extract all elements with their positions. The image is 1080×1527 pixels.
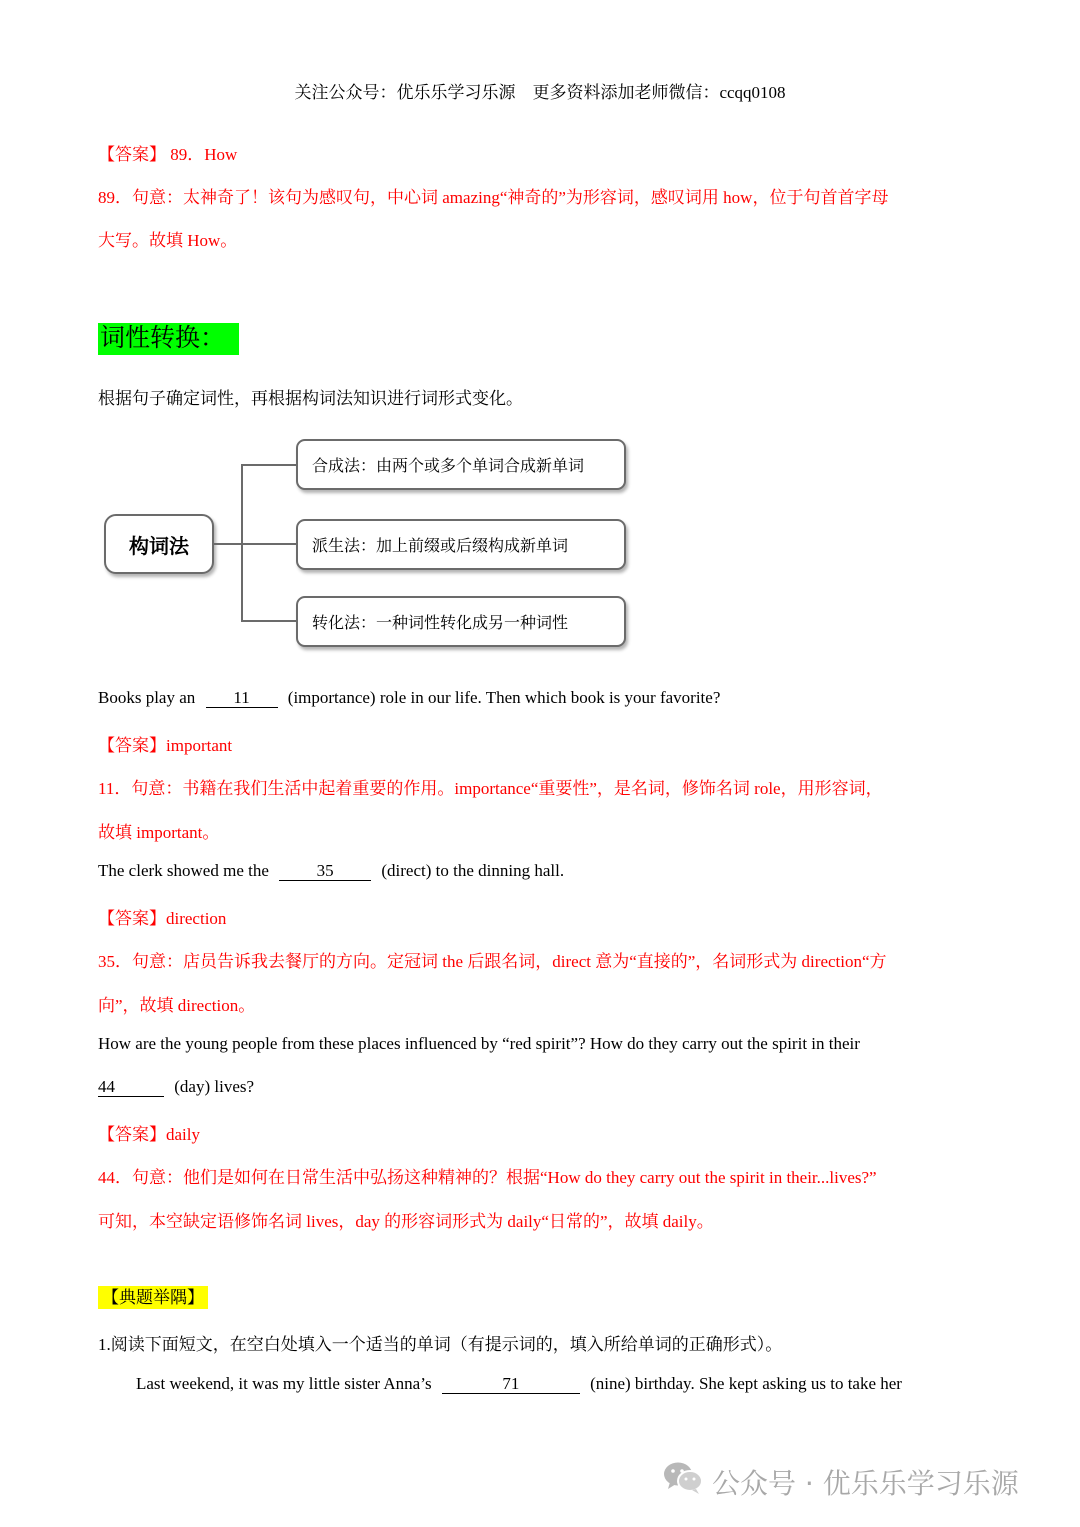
q44-post: (day) lives? (174, 1077, 255, 1096)
question-44-line2 (98, 1077, 254, 1097)
section-intro: 根据句子确定词性，再根据构词法知识进行词形式变化。 (98, 389, 523, 408)
explanation-44-line1: 44．句意：他们是如何在日常生活中弘扬这种精神的？根据“How do they carry out the spirit in their...lives?” (98, 1168, 877, 1187)
connector-root (214, 543, 242, 545)
explanation-35-line2: 向”，故填 direction。 (98, 996, 256, 1015)
connector-branch-2 (241, 543, 297, 545)
q11-blank: 11 (206, 689, 278, 708)
q11-pre: Books play an (98, 688, 196, 707)
branch-label-2: 派生法：加上前缀或后缀构成新单词 (312, 538, 569, 555)
answer-11: 【答案】important (98, 736, 233, 755)
example-passage-line1 (136, 1374, 902, 1394)
diagram-branch-conversion (296, 596, 626, 647)
q35-blank: 35 (279, 862, 371, 881)
answer-44: 【答案】daily (98, 1125, 200, 1144)
example-blank-71: 71 (442, 1375, 580, 1394)
q44-blank: 44 (98, 1078, 164, 1097)
example-pre: Last weekend, it was my little sister Anna’s (136, 1374, 432, 1393)
explanation-11-line2: 故填 important。 (98, 823, 220, 842)
section-heading-text: 词性转换： (98, 323, 239, 355)
wechat-icon (662, 1459, 704, 1495)
example-tag-text: 【典题举隅】 (98, 1286, 208, 1309)
connector-branch-3 (241, 620, 297, 622)
section-heading (98, 318, 239, 354)
explanation-89-line1: 89．句意：太神奇了！该句为感叹句，中心词 amazing“神奇的”为形容词，感叹词用 how，位于句首首字母 (98, 188, 889, 207)
question-44-line1: How are the young people from these places influenced by “red spirit”? How do they carry out the spirit in their (98, 1034, 860, 1053)
example-tag (98, 1283, 208, 1308)
connector-branch-1 (241, 464, 297, 466)
example-instruction: 1.阅读下面短文，在空白处填入一个适当的单词（有提示词的，填入所给单词的正确形式）。 (98, 1335, 783, 1354)
diagram-branch-compounding (296, 439, 626, 490)
answer-89: 【答案】 89．How (98, 145, 238, 164)
branch-label-3: 转化法：一种词性转化成另一种词性 (312, 615, 569, 632)
explanation-44-line2: 可知，本空缺定语修饰名词 lives，day 的形容词形式为 daily“日常的”，故填 daily。 (98, 1212, 714, 1231)
question-11 (98, 688, 720, 708)
q35-pre: The clerk showed me the (98, 861, 269, 880)
example-post: (nine) birthday. She kept asking us to take her (590, 1374, 902, 1393)
explanation-35-line1: 35．句意：店员告诉我去餐厅的方向。定冠词 the 后跟名词，direct 意为“直接的”，名词形式为 direction“方 (98, 952, 887, 971)
diagram-root-label: 构词法 (129, 535, 189, 558)
diagram-branch-derivation (296, 519, 626, 570)
explanation-11-line1: 11．句意：书籍在我们生活中起着重要的作用。importance“重要性”，是名词，修饰名词 role，用形容词， (98, 779, 883, 798)
watermark-text: 公众号 · 优乐乐学习乐源 (712, 1467, 1019, 1500)
answer-35: 【答案】direction (98, 909, 227, 928)
question-35 (98, 861, 564, 881)
q35-post: (direct) to the dinning hall. (381, 861, 565, 880)
explanation-89-line2: 大写。故填 How。 (98, 231, 238, 250)
page-header: 关注公众号：优乐乐学习乐源 更多资料添加老师微信：ccqq0108 (294, 83, 786, 102)
q11-post: (importance) role in our life. Then which book is your favorite? (287, 688, 721, 707)
diagram-root (104, 514, 214, 574)
branch-label-1: 合成法：由两个或多个单词合成新单词 (312, 458, 585, 475)
